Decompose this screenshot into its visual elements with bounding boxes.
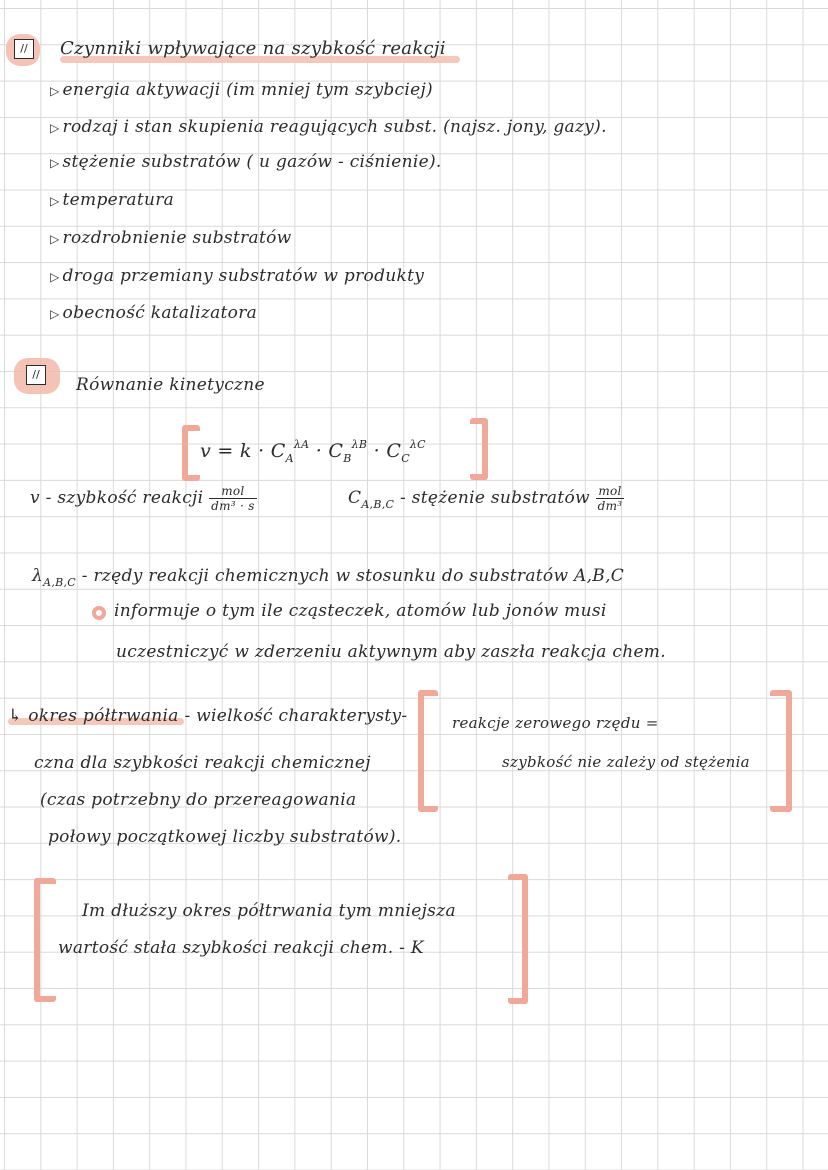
lambda-sub: A,B,C bbox=[43, 576, 77, 589]
conc-b-sub: B bbox=[343, 452, 352, 465]
conc-a: C bbox=[270, 440, 286, 462]
velocity-unit-num: mol bbox=[209, 484, 257, 499]
conc-b-order: λB bbox=[351, 438, 368, 451]
list-item bbox=[50, 303, 257, 323]
conc-c-order: λC bbox=[409, 438, 426, 451]
concentration-definition bbox=[348, 484, 624, 513]
side-bracket-left bbox=[418, 690, 438, 812]
list-item bbox=[50, 266, 424, 286]
list-item-text: temperatura bbox=[62, 190, 175, 210]
triangle-bullet-icon: ▷ bbox=[50, 232, 60, 246]
list-item-text: rodzaj i stan skupienia reagujących subst. (najsz. jony, gazy). bbox=[62, 117, 607, 137]
conc-desc: - stężenie substratów bbox=[399, 488, 590, 508]
equation-bracket-left bbox=[182, 425, 200, 481]
list-item-text: energia aktywacji (im mniej tym szybciej) bbox=[62, 80, 433, 100]
conc-c-sub: C bbox=[401, 452, 410, 465]
conc-b: C bbox=[328, 440, 344, 462]
half-life-term: okres półtrwania bbox=[28, 706, 179, 726]
bottom-bracket-right bbox=[508, 874, 528, 1004]
half-life-line-1 bbox=[8, 706, 407, 726]
list-item bbox=[50, 152, 442, 172]
section1-title: Czynniki wpływające na szybkość reakcji bbox=[60, 38, 446, 59]
triangle-bullet-icon: ▷ bbox=[50, 194, 60, 208]
triangle-bullet-icon: ▷ bbox=[50, 121, 60, 135]
lambda-definition bbox=[32, 566, 624, 589]
velocity-definition bbox=[30, 484, 257, 513]
conc-c: C bbox=[386, 440, 402, 462]
list-item-text: rozdrobnienie substratów bbox=[62, 228, 292, 248]
triangle-bullet-icon: ▷ bbox=[50, 156, 60, 170]
info-line-2: uczestniczyć w zderzeniu aktywnym aby zaszła reakcja chem. bbox=[116, 642, 666, 662]
list-item bbox=[50, 228, 291, 248]
hatched-box-icon: // bbox=[14, 39, 34, 59]
circle-bullet-icon bbox=[92, 606, 106, 620]
lambda-desc: - rzędy reakcji chemicznych w stosunku do substratów A,B,C bbox=[81, 566, 625, 586]
half-life-line-4: połowy początkowej liczby substratów). bbox=[48, 827, 402, 847]
mult-dot: · bbox=[315, 440, 323, 462]
bottom-bracket-left bbox=[34, 878, 56, 1002]
conclusion-line-2: wartość stała szybkości reakcji chem. - K bbox=[58, 938, 424, 958]
conc-a-order: λA bbox=[293, 438, 310, 451]
hatched-box-icon: // bbox=[26, 365, 46, 385]
list-item bbox=[50, 80, 433, 100]
conc-unit-num: mol bbox=[596, 484, 625, 499]
triangle-bullet-icon: ▷ bbox=[50, 84, 60, 98]
velocity-unit bbox=[209, 484, 257, 513]
lambda-symbol: λ bbox=[32, 566, 44, 586]
list-item-text: stężenie substratów ( u gazów - ciśnienie). bbox=[62, 152, 442, 172]
arrow-icon: ↳ bbox=[8, 706, 23, 726]
list-item-text: obecność katalizatora bbox=[62, 303, 258, 323]
info-line-1: informuje o tym ile cząsteczek, atomów lub jonów musi bbox=[114, 601, 607, 621]
zero-order-title: reakcje zerowego rzędu = bbox=[452, 714, 659, 732]
half-life-desc-1: - wielkość charakterysty- bbox=[184, 706, 408, 726]
kinetic-equation bbox=[200, 438, 426, 465]
conc-symbol: C bbox=[348, 488, 362, 508]
list-item-text: droga przemiany substratów w produkty bbox=[62, 266, 425, 286]
conc-a-sub: A bbox=[285, 452, 294, 465]
conc-symbol-sub: A,B,C bbox=[361, 498, 395, 511]
half-life-line-3: (czas potrzebny do przereagowania bbox=[40, 790, 357, 810]
equation-bracket-right bbox=[470, 418, 488, 480]
mult-dot: · bbox=[373, 440, 380, 462]
conclusion-line-1: Im dłuższy okres półtrwania tym mniejsza bbox=[82, 901, 456, 921]
equation-lhs: v = k · bbox=[200, 440, 265, 462]
conc-unit bbox=[596, 484, 625, 513]
triangle-bullet-icon: ▷ bbox=[50, 270, 60, 284]
triangle-bullet-icon: ▷ bbox=[50, 307, 60, 321]
zero-order-desc: szybkość nie zależy od stężenia bbox=[502, 753, 750, 771]
velocity-desc: v - szybkość reakcji bbox=[30, 488, 204, 508]
list-item bbox=[50, 117, 607, 137]
list-item bbox=[50, 190, 174, 210]
conc-unit-den: dm³ bbox=[597, 499, 623, 513]
half-life-line-2: czna dla szybkości reakcji chemicznej bbox=[34, 753, 371, 773]
velocity-unit-den: dm³ · s bbox=[211, 499, 255, 513]
section2-title: Równanie kinetyczne bbox=[76, 375, 265, 395]
side-bracket-right bbox=[770, 690, 792, 812]
